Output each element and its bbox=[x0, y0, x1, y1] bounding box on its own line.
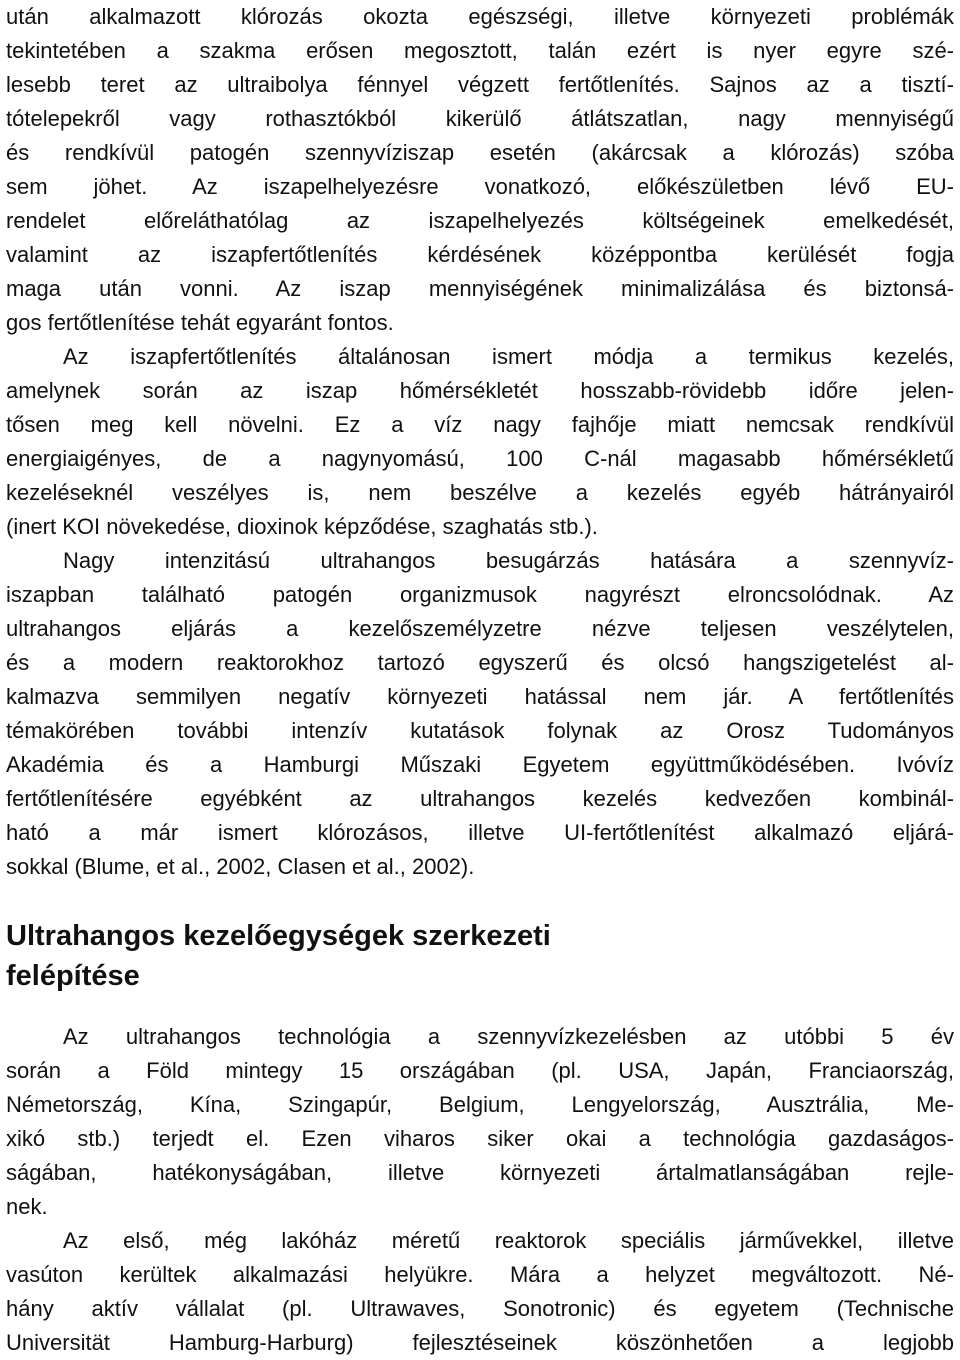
paragraph-2 bbox=[6, 340, 954, 544]
text-line: (inert KOI növekedése, dioxinok képződése, szaghatás stb.). bbox=[6, 514, 598, 539]
text-line: gos fertőtlenítése tehát egyaránt fontos. bbox=[6, 310, 394, 335]
text-line: ható a már ismert klórozásos, illetve UI-fertőtlenítést alkalmazó eljárá- bbox=[6, 820, 954, 845]
section-heading-line: Ultrahangos kezelőegységek szerkezeti bbox=[6, 920, 551, 952]
paragraph-4 bbox=[6, 1020, 954, 1224]
text-line: maga után vonni. Az iszap mennyiségének minimalizálása és biztonsá- bbox=[6, 276, 954, 301]
text-line: Az első, még lakóház méretű reaktorok speciális járművekkel, illetve bbox=[63, 1228, 954, 1253]
text-line: során a Föld mintegy 15 országában (pl. USA, Japán, Franciaország, bbox=[6, 1058, 954, 1083]
text-line: xikó stb.) terjedt el. Ezen viharos siker okai a technológia gazdaságos- bbox=[6, 1126, 954, 1151]
text-line: és rendkívül patogén szennyvíziszap esetén (akárcsak a klórozás) szóba bbox=[6, 140, 954, 165]
text-line: után alkalmazott klórozás okozta egészségi, illetve környezeti problémák bbox=[6, 4, 954, 29]
section-heading-line: felépítése bbox=[6, 960, 140, 992]
text-line: energiaigényes, de a nagynyomású, 100 C-nál magasabb hőmérsékletű bbox=[6, 446, 954, 471]
paragraph-1 bbox=[6, 0, 954, 340]
text-line: iszapban található patogén organizmusok nagyrészt elroncsolódnak. Az bbox=[6, 582, 954, 607]
text-line: ságában, hatékonyságában, illetve környezeti ártalmatlanságában rejle- bbox=[6, 1160, 954, 1185]
text-line: rendelet előreláthatólag az iszapelhelyezés költségeinek emelkedését, bbox=[6, 208, 954, 233]
text-line: Universität Hamburg-Harburg) fejlesztéseinek köszönhetően a legjobb bbox=[6, 1330, 954, 1355]
text-line: sem jöhet. Az iszapelhelyezésre vonatkozó, előkészületben lévő EU- bbox=[6, 174, 954, 199]
text-line: valamint az iszapfertőtlenítés kérdésének középpontba kerülését fogja bbox=[6, 242, 954, 267]
text-line: Nagy intenzitású ultrahangos besugárzás hatására a szennyvíz- bbox=[63, 548, 954, 573]
text-line: Az iszapfertőtlenítés általánosan ismert módja a termikus kezelés, bbox=[63, 344, 954, 369]
text-line: vasúton kerültek alkalmazási helyükre. Mára a helyzet megváltozott. Né- bbox=[6, 1262, 954, 1287]
text-line: témakörében további intenzív kutatások folynak az Orosz Tudományos bbox=[6, 718, 954, 743]
text-line: Akadémia és a Hamburgi Műszaki Egyetem együttműködésében. Ivóvíz bbox=[6, 752, 954, 777]
text-line: fertőtlenítésére egyébként az ultrahangos kezelés kedvezően kombinál- bbox=[6, 786, 954, 811]
text-line: amelynek során az iszap hőmérsékletét hosszabb-rövidebb időre jelen- bbox=[6, 378, 954, 403]
text-line: nek. bbox=[6, 1194, 48, 1219]
section-heading bbox=[6, 916, 954, 996]
text-line: tősen meg kell növelni. Ez a víz nagy fajhője miatt nemcsak rendkívül bbox=[6, 412, 954, 437]
paragraph-3 bbox=[6, 544, 954, 884]
text-line: tótelepekről vagy rothasztókból kikerülő átlátszatlan, nagy mennyiségű bbox=[6, 106, 954, 131]
text-line: sokkal (Blume, et al., 2002, Clasen et al., 2002). bbox=[6, 854, 475, 879]
text-line: kezeléseknél veszélyes is, nem beszélve a kezelés egyéb hátrányairól bbox=[6, 480, 954, 505]
text-line: és a modern reaktorokhoz tartozó egyszerű és olcsó hangszigetelést al- bbox=[6, 650, 954, 675]
text-line: Az ultrahangos technológia a szennyvízkezelésben az utóbbi 5 év bbox=[63, 1024, 954, 1049]
text-line: ultrahangos eljárás a kezelőszemélyzetre nézve teljesen veszélytelen, bbox=[6, 616, 954, 641]
paragraph-5 bbox=[6, 1224, 954, 1360]
text-line: Németország, Kína, Szingapúr, Belgium, Lengyelország, Ausztrália, Me- bbox=[6, 1092, 954, 1117]
text-line: hány aktív vállalat (pl. Ultrawaves, Sonotronic) és egyetem (Technische bbox=[6, 1296, 954, 1321]
text-line: lesebb teret az ultraibolya fénnyel végzett fertőtlenítés. Sajnos az a tisztí- bbox=[6, 72, 954, 97]
text-line: kalmazva semmilyen negatív környezeti hatással nem jár. A fertőtlenítés bbox=[6, 684, 954, 709]
document-page bbox=[6, 0, 954, 1360]
text-line: tekintetében a szakma erősen megosztott, talán ezért is nyer egyre szé- bbox=[6, 38, 954, 63]
